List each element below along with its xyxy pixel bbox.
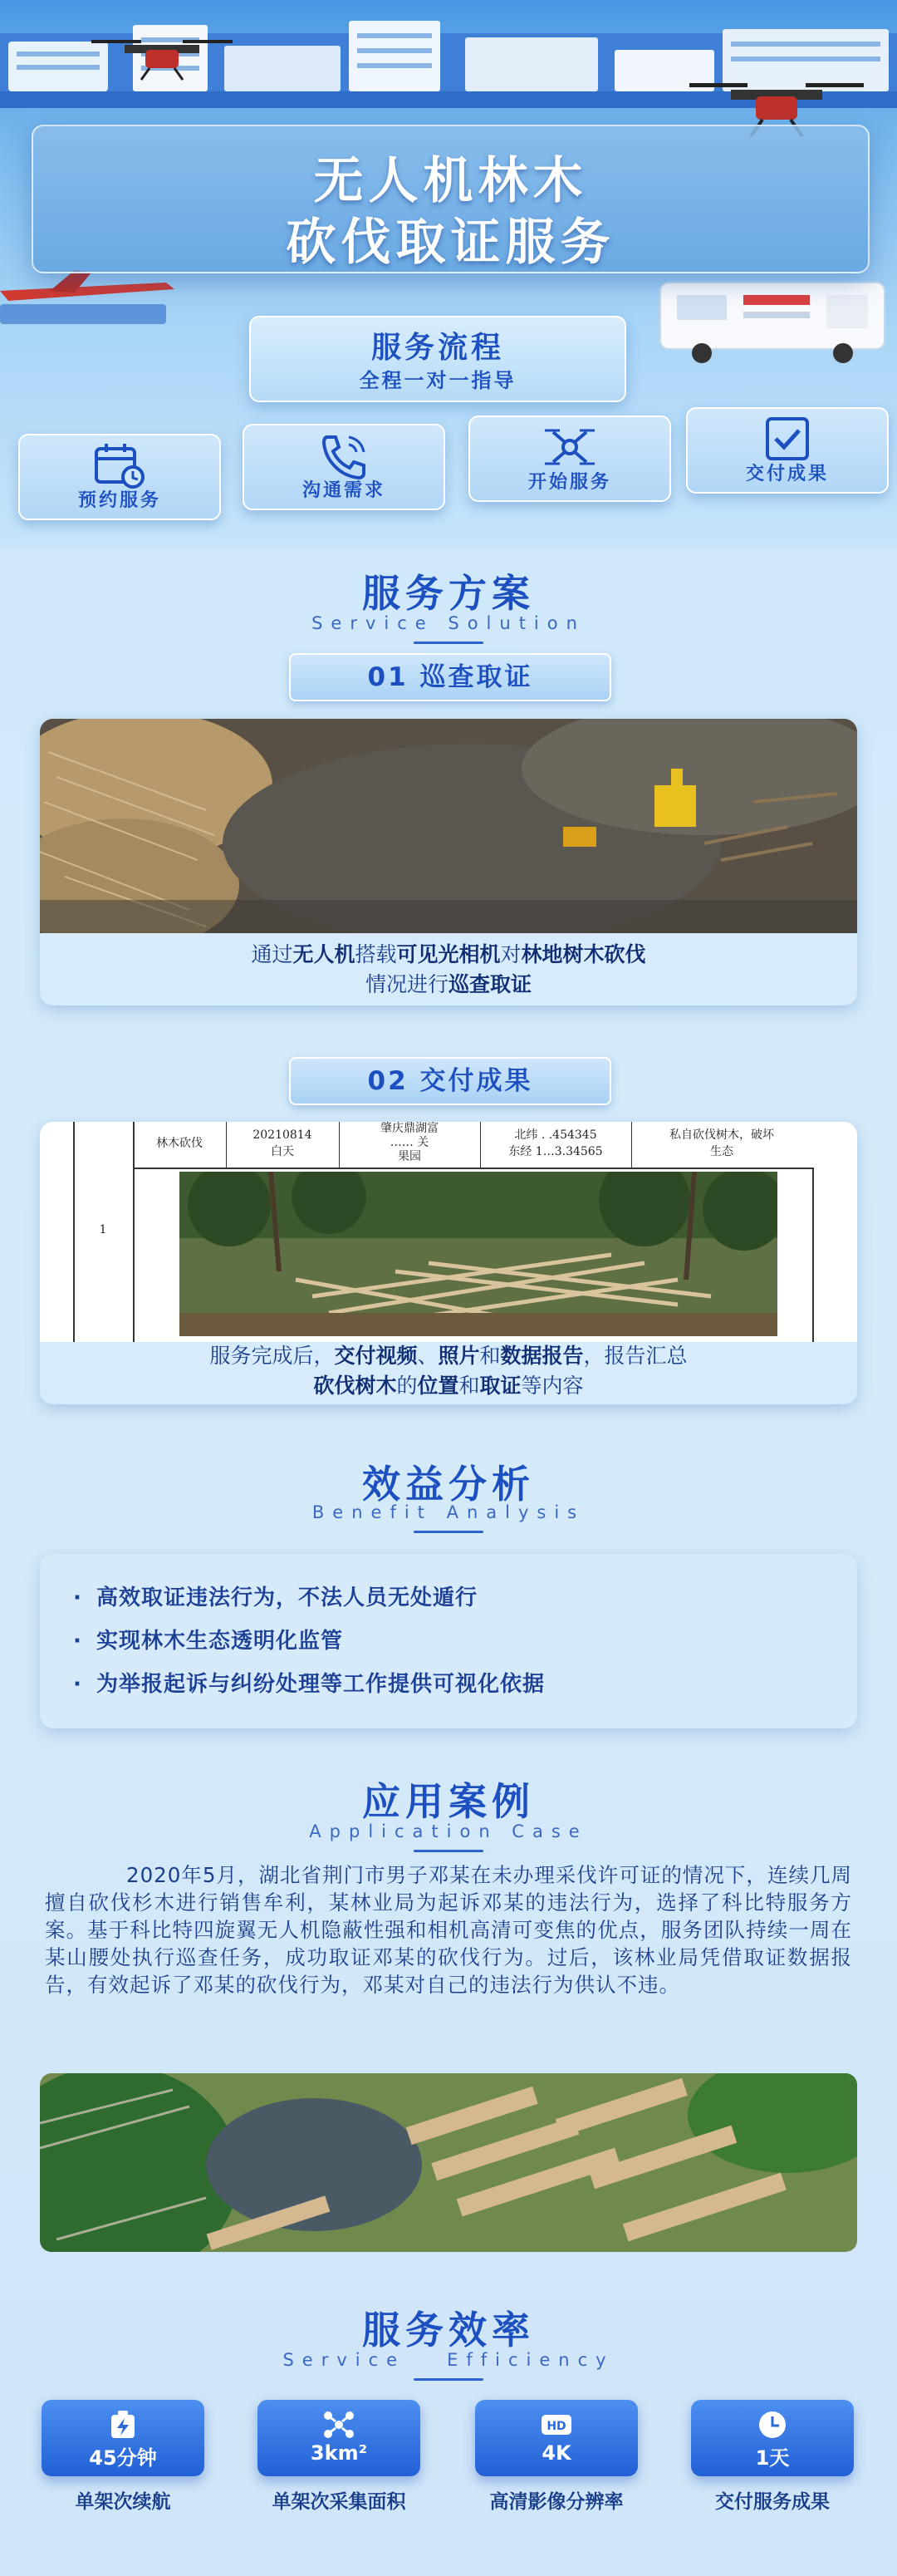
section-divider: [414, 1850, 483, 1852]
section-subtitle-efficiency: Service Efficiency: [282, 2350, 615, 2370]
efficiency-label: 高清影像分辨率: [489, 2491, 624, 2513]
felled-logs-photo: [179, 1172, 777, 1336]
tag-patrol-evidence: 01 巡查取证: [289, 653, 611, 701]
place-line: 果园: [398, 1150, 421, 1163]
desc-line: 生态: [710, 1145, 733, 1158]
table-row-number: 1: [99, 1223, 107, 1236]
place-line: …… 关: [390, 1136, 429, 1149]
caption-text: 和: [479, 1344, 501, 1368]
calendar-clock-icon: [91, 440, 148, 490]
caption-text: 等内容: [521, 1374, 584, 1398]
efficiency-value: 1天: [755, 2446, 790, 2470]
date-line: 白天: [271, 1145, 294, 1158]
battery-icon: [106, 2410, 140, 2440]
svg-text:HD: HD: [547, 2420, 566, 2433]
caption-deliver-results: [40, 1341, 857, 1401]
caption-text: 、: [417, 1344, 439, 1368]
step-label: 开始服务: [527, 472, 611, 493]
section-divider: [414, 642, 483, 644]
caption-text: 对: [500, 942, 522, 966]
coord-line: 北纬 . .454345: [514, 1128, 597, 1142]
bullet: ·: [73, 1672, 82, 1697]
step-label: 沟通需求: [301, 480, 385, 501]
step-label: 预约服务: [77, 490, 161, 511]
caption-highlight: 交付视频: [334, 1344, 418, 1368]
coord-line: 东经 1…3.34565: [508, 1145, 603, 1158]
service-process-panel: [249, 316, 626, 402]
caption-text: 情况进行: [365, 972, 448, 996]
step-communicate: [243, 424, 445, 510]
checklist-icon: [759, 414, 816, 464]
table-cell-type: 林木砍伐: [156, 1137, 203, 1150]
table-cell-date: [226, 1127, 339, 1160]
efficiency-label: 单架次采集面积: [272, 2491, 406, 2513]
step-deliver-results: [686, 407, 889, 494]
drone-icon: [322, 2410, 355, 2440]
efficiency-label: 单架次续航: [75, 2491, 171, 2513]
bullet: ·: [73, 1629, 82, 1654]
caption-highlight: 位置: [417, 1374, 459, 1398]
clock-icon: [756, 2410, 789, 2440]
phone-icon: [316, 430, 372, 480]
benefit-text: 高效取证违法行为，不法人员无处遁行: [96, 1585, 478, 1610]
benefit-item: [73, 1667, 545, 1698]
table-cell-place: [339, 1122, 480, 1164]
caption-highlight: 砍伐树木: [313, 1374, 397, 1398]
hero-title-panel: [32, 125, 870, 273]
hd-icon: [540, 2410, 573, 2440]
benefit-item: [73, 1581, 478, 1611]
section-subtitle-benefit: Benefit Analysis: [311, 1502, 586, 1522]
benefit-item: [73, 1624, 343, 1654]
benefit-text: 实现林木生态透明化监管: [96, 1629, 344, 1654]
efficiency-card-endurance: [42, 2400, 204, 2476]
service-process-subtitle: 全程一对一指导: [359, 369, 517, 392]
caption-highlight: 无人机: [292, 942, 355, 966]
date-line: 20210814: [252, 1128, 312, 1142]
caption-text: 搭载: [355, 942, 397, 966]
step-start-service: [468, 415, 671, 502]
benefit-text: 为举报起诉与纠纷处理等工作提供可视化依据: [96, 1672, 546, 1697]
bullet: ·: [73, 1585, 82, 1610]
truck-illustration: [652, 274, 893, 366]
hero-title-line2: 砍伐取证服务: [286, 214, 615, 272]
service-process-title: 服务流程: [370, 331, 504, 365]
deforestation-aerial-photo: [40, 719, 857, 933]
step-book-service: [18, 434, 221, 520]
efficiency-card-delivery: [691, 2400, 854, 2476]
hero-title-line1: 无人机林木: [313, 152, 588, 210]
section-title-case: 应用案例: [362, 1779, 535, 1824]
caption-highlight: 照片: [438, 1344, 480, 1368]
caption-highlight: 数据报告: [500, 1344, 584, 1368]
caption-patrol-evidence: [40, 940, 857, 1000]
section-title-solution: 服务方案: [362, 571, 535, 616]
table-cell-description: [631, 1127, 812, 1160]
drone-illustration-left: [75, 33, 249, 83]
caption-text: 通过: [251, 942, 293, 966]
card-patrol-evidence: [40, 719, 857, 1005]
table-cell-coordinates: [480, 1127, 631, 1160]
section-divider: [414, 2378, 483, 2381]
step-label: 交付成果: [745, 464, 829, 484]
tag-deliver-results: 02 交付成果: [289, 1057, 611, 1105]
case-description: 2020年5月，湖北省荆门市男子邓某在未办理采伐许可证的情况下，连续几周擅自砍伐杉木进行销售牟利，某林业局为起诉邓某的违法行为，选择了科比特服务方案。基于科比特四旋翼无人机隐蔽性强和相机高清可变焦的优点，服务团队持续一周在某山腰处执行巡查任务，成功取证邓某的砍伐行为。过后，该林业局凭借取证数据报告，有效起诉了邓某的砍伐行为，邓某对自己的违法行为供认不违。: [45, 1863, 852, 1997]
efficiency-card-area: [257, 2400, 420, 2476]
section-subtitle-case: Application Case: [309, 1821, 588, 1841]
caption-text: ，报告汇总: [583, 1344, 688, 1368]
section-subtitle-solution: Service Solution: [311, 613, 586, 633]
efficiency-label: 交付服务成果: [715, 2491, 830, 2513]
caption-highlight: 林地树木砍伐: [521, 942, 646, 966]
hero-banner: [0, 0, 897, 548]
benefit-list-card: [40, 1554, 857, 1728]
fixed-wing-drone-illustration: [0, 266, 183, 324]
caption-highlight: 取证: [479, 1374, 522, 1398]
section-title-efficiency: 服务效率: [362, 2308, 535, 2352]
card-deliver-results: [40, 1122, 857, 1404]
caption-highlight: 巡查取证: [448, 972, 532, 996]
efficiency-value: 45分钟: [89, 2446, 157, 2470]
log-yard-aerial-photo: [40, 2073, 857, 2252]
efficiency-value: 3km²: [310, 2441, 368, 2465]
caption-text: 和: [458, 1374, 480, 1398]
evidence-report-table: [40, 1122, 857, 1342]
section-title-benefit: 效益分析: [362, 1462, 535, 1507]
caption-text: 的: [396, 1374, 418, 1398]
desc-line: 私自砍伐树木，破坏: [669, 1128, 774, 1142]
caption-highlight: 可见光相机: [396, 942, 501, 966]
section-divider: [414, 1531, 483, 1533]
drone-icon: [542, 422, 598, 472]
efficiency-value: 4K: [542, 2441, 571, 2465]
place-line: 肇庆鼎湖富: [380, 1122, 439, 1135]
caption-text: 服务完成后，: [209, 1344, 335, 1368]
efficiency-card-resolution: [475, 2400, 638, 2476]
